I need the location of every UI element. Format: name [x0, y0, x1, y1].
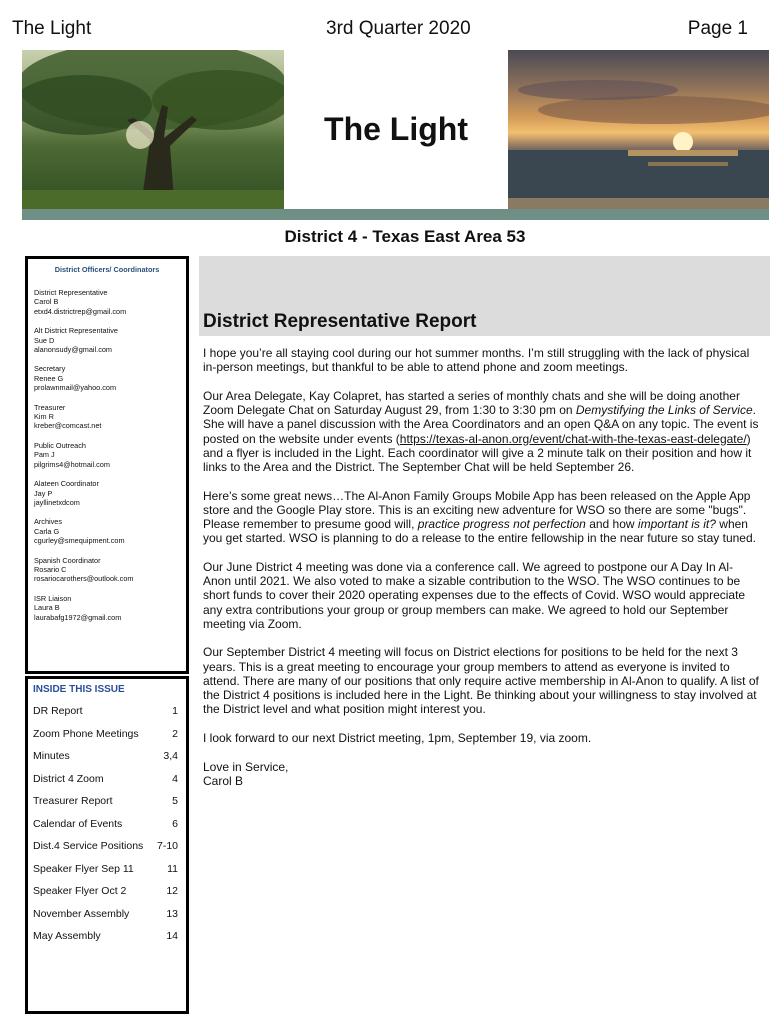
officer-email[interactable]: etxd4.districtrep@gmail.com — [34, 306, 127, 316]
toc-page: 2 — [172, 727, 178, 740]
signature: Carol B — [203, 773, 244, 788]
officer-entry — [28, 479, 186, 507]
officer-name: Laura B — [34, 603, 60, 613]
toc-label: DR Report — [33, 705, 83, 717]
toc-item — [28, 728, 186, 751]
report-paragraph: Our June District 4 meeting was done via a conference call. We agreed to postpone our A Day In Al-Anon until 2021. We also voted to make a sizable contribution to the WSO. The WSO continues to be short funds to cover their 2020 operating expenses due to the effects of Covid. WSO would appreciate any extra contributions your group or group members can make. We agreed to hold our September meeting via Zoom. — [203, 559, 746, 631]
officer-name: Carol B — [34, 297, 59, 307]
toc-label: Speaker Flyer Oct 2 — [33, 885, 127, 897]
toc-item — [28, 750, 186, 773]
toc-label: Speaker Flyer Sep 11 — [33, 862, 134, 875]
officer-role: District Representative — [34, 288, 108, 297]
officer-role: Secretary — [34, 364, 66, 374]
report-paragraph: I look forward to our next District meeting, 1pm, September 19, via zoom. — [203, 730, 592, 745]
officer-email[interactable]: jayllinetxdcom — [34, 497, 80, 507]
toc-label: Zoom Phone Meetings — [33, 727, 139, 740]
report-paragraph: I hope you’re all staying cool during our hot summer months. I’m still struggling with the lack of physical in-person meetings, but thankful to be able to attend phone and zoom meetings. — [203, 346, 750, 375]
report-paragraph: Our September District 4 meeting will focus on District elections for positions to be held for the next 3 years. This is a great meeting to encourage your group members to attend as everyone is invited to attend. There are many of our positions that only require active membership in Al-Anon to qualify. A list of the District 4 positions is included here in the Light. Be thinking about your willingness to stay involved at the District level and what position might interest you. — [203, 645, 759, 717]
officer-list — [28, 288, 186, 622]
officer-name: Carla G — [34, 526, 60, 536]
toc-label: Treasurer Report — [33, 795, 113, 807]
header-page-number: Page 1 — [687, 18, 748, 39]
toc-page: 12 — [166, 885, 178, 897]
officer-email[interactable]: alanonsudy@gmail.com — [34, 345, 112, 355]
toc-item — [28, 840, 186, 863]
officer-entry — [28, 326, 186, 354]
toc-label: Dist.4 Service Positions — [33, 840, 144, 852]
officer-email[interactable]: laurabafg1972@gmail.com — [34, 612, 122, 622]
officer-email[interactable]: prolawnmail@yahoo.com — [34, 383, 117, 393]
toc-label: Minutes — [33, 750, 70, 762]
toc-page: 1 — [172, 705, 178, 717]
toc-label: November Assembly — [33, 907, 130, 920]
officer-email[interactable]: kreber@comcast.net — [34, 421, 102, 431]
officer-role: Spanish Coordinator — [34, 555, 101, 565]
officer-name: Renee G — [34, 373, 64, 383]
toc-page: 3,4 — [163, 750, 178, 762]
officer-role: Treasurer — [34, 402, 66, 412]
officers-heading: District Officers/ Coordinators — [54, 265, 160, 274]
toc-item — [28, 908, 186, 931]
masthead-title: The Light — [324, 111, 468, 147]
inside-heading: INSIDE THIS ISSUE — [33, 684, 125, 695]
inside-this-issue-box — [25, 676, 189, 1014]
toc-page: 6 — [172, 817, 178, 830]
masthead-banner — [22, 50, 769, 220]
toc-page: 5 — [172, 795, 178, 807]
event-link[interactable]: https://texas-al-anon.org/event/chat-with-the-texas-east-delegate/ — [399, 431, 747, 446]
tree-photo — [22, 50, 284, 209]
officer-role: ISR Liaison — [34, 593, 72, 603]
officer-role: Alt District Representative — [34, 326, 118, 336]
officer-role: Archives — [34, 517, 62, 527]
report-body — [203, 346, 759, 788]
officer-entry — [28, 288, 186, 316]
officer-name: Rosario C — [34, 564, 67, 574]
toc-page: 14 — [166, 930, 178, 942]
officer-role: Public Outreach — [34, 440, 86, 450]
toc-item — [28, 930, 186, 953]
officer-email[interactable]: pilgrims4@hotmail.com — [34, 459, 110, 469]
report-title: District Representative Report — [203, 311, 477, 332]
toc-page: 4 — [172, 772, 178, 785]
officer-email[interactable]: rosariocarothers@outlook.com — [34, 574, 134, 584]
toc-page: 11 — [167, 862, 178, 875]
toc-label: District 4 Zoom — [33, 772, 104, 785]
report-paragraph: Here’s some great news…The Al-Anon Family Groups Mobile App has been released on the Apple App store and the Google Play store. This is an exciting new adventure for WSO so there are some "bugs". Please remember to presume good will, practice progress not perfection and how important is it? when you get started. WSO is planning to do a release to the entire fellowship in the near future so stay tuned. — [203, 488, 756, 546]
officer-name: Sue D — [34, 335, 55, 345]
officer-entry — [28, 517, 186, 545]
officer-entry — [28, 594, 186, 622]
toc-item — [28, 773, 186, 796]
toc-page: 7-10 — [156, 840, 178, 852]
district-officers-box — [25, 256, 189, 674]
sunset-photo — [508, 50, 769, 209]
officer-name: Pam J — [34, 450, 55, 460]
district-subtitle: District 4 - Texas East Area 53 — [284, 227, 526, 246]
toc-item — [28, 795, 186, 818]
toc-item — [28, 863, 186, 886]
officer-name: Jay P — [34, 488, 53, 498]
header-issue-date: 3rd Quarter 2020 — [326, 18, 471, 39]
toc-item — [28, 818, 186, 841]
officer-entry — [28, 403, 186, 431]
toc-item — [28, 705, 186, 728]
toc-item — [28, 885, 186, 908]
banner-divider — [22, 209, 769, 220]
report-paragraph: Our Area Delegate, Kay Colapret, has started a series of monthly chats and she will be doing another Zoom Delegate Chat on Saturday August 29, from 1:30 to 3:30 pm on Demystifying the Links of Service. She will have a panel discussion with the Area Coordinators and an open Q&A on any topic. The event is posted on the website under events (https://texas-al-anon.org/event/chat-with-the-texas-east-delegate/) and a flyer is included in the Light. Each coordinator will give a 2 minute talk on their position and how it links to the Area and the District. The September Chat will be held September 26. — [203, 388, 759, 474]
officer-entry — [28, 364, 186, 392]
officer-email[interactable]: cgurley@smequipment.com — [34, 536, 125, 546]
officer-name: Kim R — [34, 412, 54, 422]
officer-entry — [28, 556, 186, 584]
toc-label: May Assembly — [33, 930, 101, 942]
closing: Love in Service, — [203, 759, 289, 774]
toc-page: 13 — [166, 907, 178, 920]
toc-label: Calendar of Events — [33, 817, 123, 830]
officer-entry — [28, 441, 186, 469]
officer-role: Alateen Coordinator — [34, 479, 99, 489]
toc-list — [28, 705, 186, 953]
header-publication-name: The Light — [12, 18, 92, 39]
